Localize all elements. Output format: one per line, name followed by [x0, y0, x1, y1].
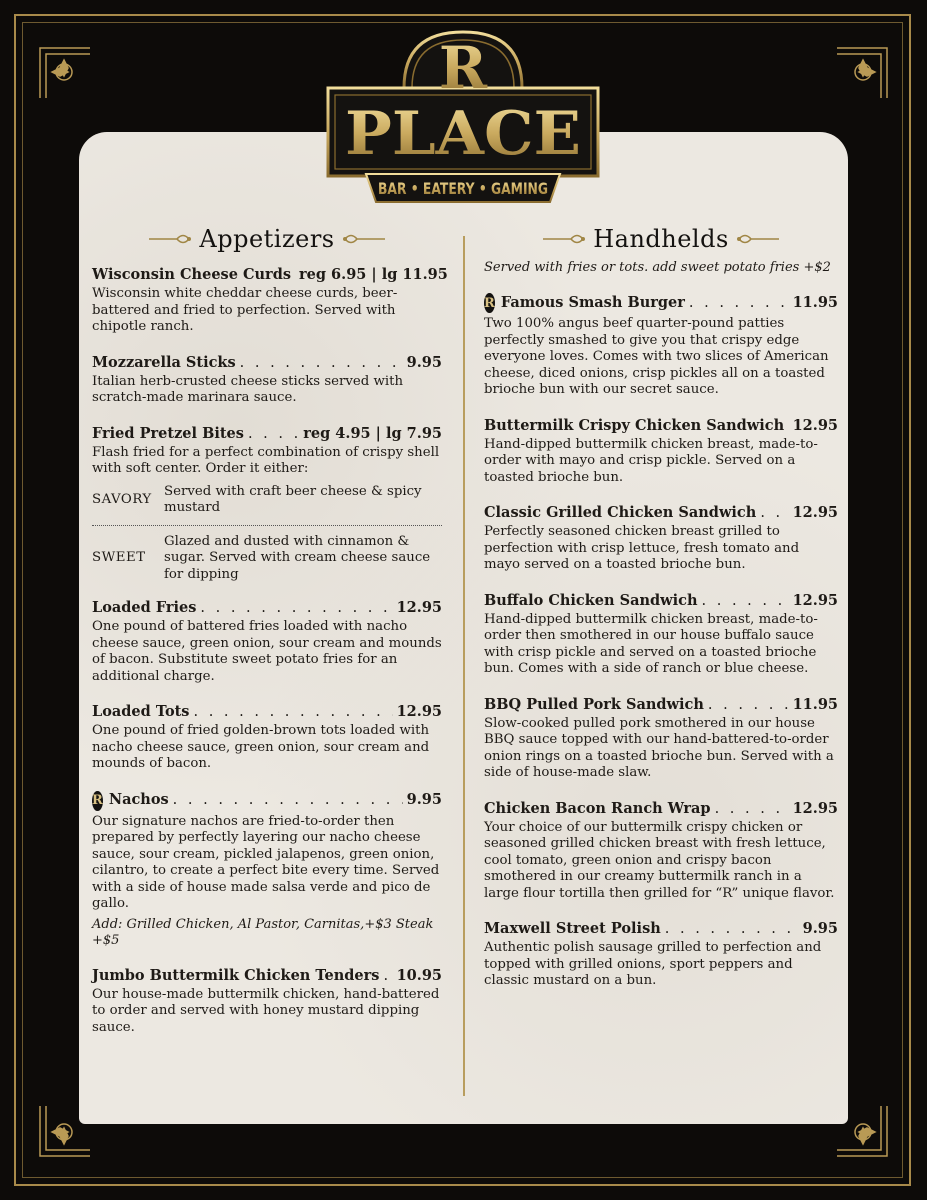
item-name: Loaded Fries	[92, 599, 197, 616]
option-label: SAVORY	[92, 491, 152, 507]
item-price: 12.95	[396, 703, 442, 720]
item-description: Flash fried for a perfect combination of crispy shell with soft center. Order it either:	[92, 444, 440, 476]
item-price: 11.95	[792, 695, 838, 713]
r-badge-icon: R	[92, 791, 103, 811]
option-label: SWEET	[92, 550, 146, 565]
option-text: Glazed and dusted with cinnamon & sugar. Served with cream cheese sauce for dipping	[164, 533, 431, 582]
item-price: 11.95	[792, 293, 838, 311]
menu-item	[484, 504, 838, 574]
menu-item	[484, 800, 838, 903]
item-price: 9.95	[802, 920, 838, 937]
logo-tagline: BAR • EATERY • GAMING	[378, 179, 548, 198]
menu-item	[92, 425, 442, 590]
leader-dots	[193, 704, 392, 720]
menu-item	[92, 703, 442, 773]
flourish-left-icon	[149, 232, 193, 246]
leader-dots	[715, 801, 789, 817]
leader-dots	[708, 697, 789, 713]
item-price: 10.95	[396, 966, 442, 984]
item-description: Hand-dipped buttermilk chicken breast, made-to-order with mayo and crisp pickle. Served on a toasted brioche bun.	[484, 436, 818, 485]
item-price: 12.95	[792, 591, 838, 609]
leader-dots	[383, 968, 392, 984]
item-price: 12.95	[396, 599, 442, 616]
item-price: 12.95	[792, 416, 838, 434]
item-description: Our house-made buttermilk chicken, hand-battered to order and served with honey mustard dipping sauce.	[92, 986, 440, 1035]
flourish-right-icon	[735, 232, 779, 246]
item-name: Wisconsin Cheese Curds	[92, 266, 291, 283]
leader-dots	[702, 593, 789, 609]
corner-ornament-icon	[38, 46, 92, 100]
item-name: BBQ Pulled Pork Sandwich	[484, 695, 704, 713]
item-description: Our signature nachos are fried-to-order then prepared by perfectly layering our nacho cheese sauce, sour cream, pickled jalapenos, green onion, cilantro, to create a perfect bite every time. Served with a side of house made salsa verde and pico de gallo.	[92, 813, 440, 911]
appetizers-section	[92, 222, 448, 1054]
item-price: 9.95	[406, 353, 442, 371]
menu-item	[92, 791, 442, 949]
item-name: Jumbo Buttermilk Chicken Tenders	[92, 966, 380, 984]
leader-dots	[248, 426, 299, 442]
menu-item	[484, 696, 838, 782]
item-name: Classic Grilled Chicken Sandwich	[484, 504, 757, 521]
item-price: reg 4.95 | lg 7.95	[303, 424, 442, 442]
menu-item	[484, 417, 838, 487]
handhelds-subtitle: Served with fries or tots. add sweet potato fries +$2	[484, 260, 831, 275]
leader-dots	[173, 792, 403, 808]
item-description: One pound of battered fries loaded with nacho cheese sauce, green onion, sour cream and mounds of bacon. Substitute sweet potato fries for an additional charge.	[92, 619, 442, 684]
option-sweet	[92, 528, 442, 590]
option-text: Served with craft beer cheese & spicy mustard	[164, 483, 422, 515]
item-description: Italian herb-crusted cheese sticks served with scratch-made marinara sauce.	[92, 373, 404, 405]
item-name: Buttermilk Crispy Chicken Sandwich	[484, 416, 785, 434]
item-description: Wisconsin white cheddar cheese curds, beer-battered and fried to perfection. Served with chipotle ranch.	[92, 286, 398, 334]
item-price: 12.95	[792, 799, 838, 817]
logo-name: PLACE	[345, 99, 581, 169]
r-place-logo	[322, 26, 604, 212]
column-divider	[463, 236, 465, 1096]
menu-item	[92, 266, 448, 336]
menu-item	[92, 354, 442, 407]
item-name: Loaded Tots	[92, 703, 190, 720]
menu-item	[484, 920, 838, 990]
corner-ornament-icon	[835, 46, 889, 100]
leader-dots	[665, 921, 799, 937]
item-description: Two 100% angus beef quarter-pound patties perfectly smashed to give you that crispy edge everyone loves. Comes with two slices of American cheese, diced onions, crisp pickles all on a toasted brioche bun with our secret sauce.	[484, 316, 829, 397]
handhelds-title: Handhelds	[593, 225, 729, 253]
item-description: Your choice of our buttermilk crispy chicken or seasoned grilled chicken breast with fresh lettuce, cool tomato, green onion and crispy bacon smothered in our creamy buttermilk ranch in a large flour tortilla then grilled for “R” unique flavor.	[484, 819, 835, 901]
flourish-right-icon	[341, 232, 385, 246]
menu-item	[92, 967, 442, 1037]
item-name: Fried Pretzel Bites	[92, 424, 244, 442]
item-name: Buffalo Chicken Sandwich	[484, 591, 698, 609]
item-name: Famous Smash Burger	[500, 293, 685, 311]
item-name: Maxwell Street Polish	[484, 920, 661, 937]
item-price: 12.95	[792, 504, 838, 521]
leader-dots	[760, 505, 788, 521]
item-description: Hand-dipped buttermilk chicken breast, made-to-order then smothered in our house buffalo sauce with crisp pickle and served on a toasted brioche bun. Comes with a side of ranch or blue cheese.	[484, 611, 818, 676]
item-name: Chicken Bacon Ranch Wrap	[484, 799, 711, 817]
leader-dots	[689, 295, 789, 311]
item-addons: Add: Grilled Chicken, Al Pastor, Carnitas,+$3 Steak +$5	[92, 916, 434, 948]
menu-item	[484, 293, 838, 399]
option-savory	[92, 478, 442, 523]
leader-dots	[240, 355, 403, 371]
r-badge-icon: R	[484, 293, 495, 313]
item-name: Mozzarella Sticks	[92, 353, 236, 371]
handhelds-header	[484, 222, 838, 256]
item-price: reg 6.95 | lg 11.95	[299, 266, 448, 283]
item-description: Authentic polish sausage grilled to perfection and topped with grilled onions, sport peppers and classic mustard on a bun.	[484, 940, 822, 988]
item-price: 9.95	[406, 791, 442, 808]
option-divider	[92, 525, 442, 526]
item-description: One pound of fried golden-brown tots loaded with nacho cheese sauce, green onion, sour cream and mounds of bacon.	[92, 723, 430, 771]
menu-item	[484, 592, 838, 678]
logo-letter: R	[438, 34, 488, 102]
handhelds-section	[484, 222, 838, 1008]
menu-item	[92, 599, 442, 685]
flourish-left-icon	[543, 232, 587, 246]
appetizers-title: Appetizers	[199, 225, 335, 253]
item-name: Nachos	[108, 791, 169, 808]
appetizers-header	[92, 222, 442, 256]
item-description: Slow-cooked pulled pork smothered in our house BBQ sauce topped with our hand-battered-to-order onion rings on a toasted brioche bun. Served with a side of house-made slaw.	[484, 715, 834, 780]
item-description: Perfectly seasoned chicken breast grilled to perfection with crisp lettuce, fresh tomato and mayo served on a toasted brioche bun.	[484, 524, 800, 572]
leader-dots	[200, 600, 392, 616]
